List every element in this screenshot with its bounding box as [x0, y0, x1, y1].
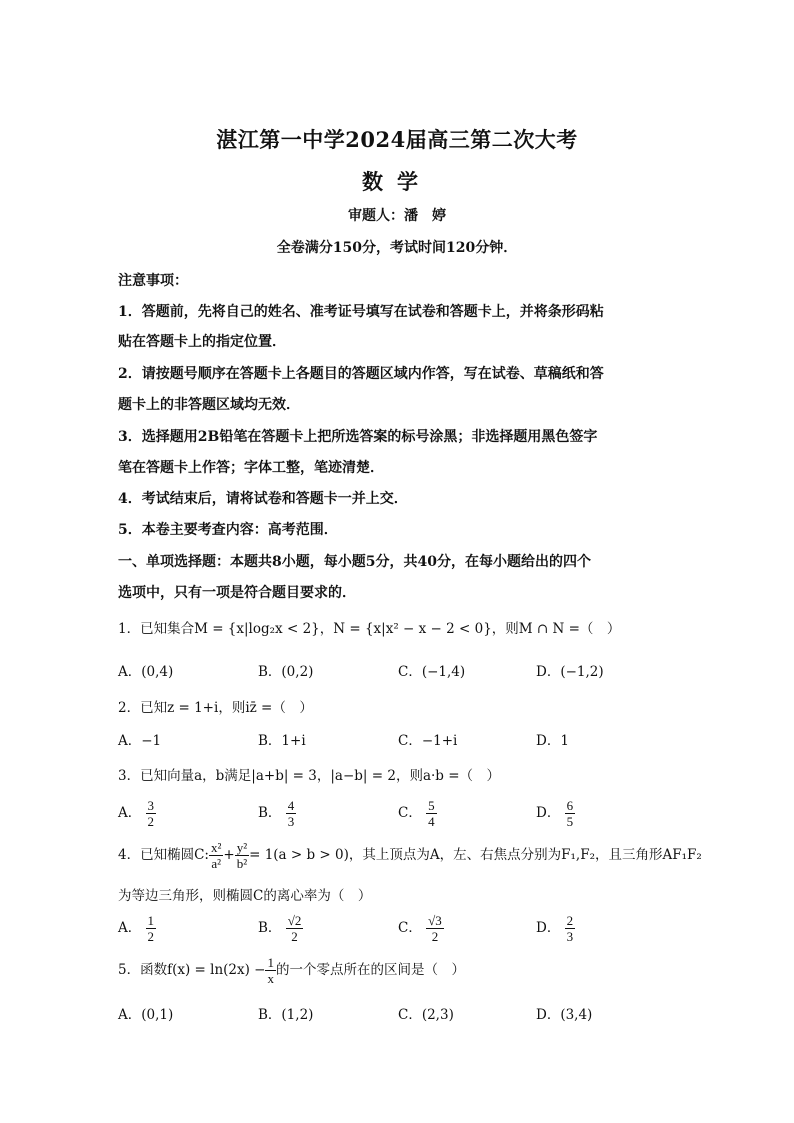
numerator: 2: [566, 913, 574, 928]
numerator: 1: [267, 955, 274, 970]
numerator: 1: [147, 913, 155, 928]
note-line: 题卡上的非答题区域均无效．: [118, 397, 300, 413]
fraction: [565, 798, 576, 829]
q2-option-b: B．1+i: [258, 733, 306, 749]
question-4-stem-line2: 为等边三角形，则椭圆C的离心率为（ ）: [118, 888, 372, 904]
subject-title: 数学: [362, 169, 432, 194]
numerator: 6: [566, 798, 574, 813]
q5-option-c: C．(2,3): [398, 1007, 454, 1023]
q4-stem-rest: = 1(a > b > 0)，其上顶点为A，左、右焦点分别为F₁,F₂，且三角形AF₁F₂: [249, 847, 702, 863]
notes-heading: 注意事项：: [118, 273, 188, 289]
denominator: x: [267, 971, 274, 986]
numerator: y²: [236, 840, 248, 855]
q3-option-c: [398, 798, 437, 829]
q2-option-c: C．−1+i: [398, 733, 458, 749]
note-line: 5．本卷主要考查内容：高考范围．: [118, 522, 338, 538]
denominator: 5: [566, 814, 574, 829]
note-line: 笔在答题卡上作答；字体工整，笔迹清楚．: [118, 460, 384, 476]
denominator: 4: [428, 814, 435, 829]
q5-option-a: A．(0,1): [118, 1007, 174, 1023]
section-heading-line1: 一、单项选择题：本题共8小题，每小题5分，共40分，在每小题给出的四个: [118, 554, 591, 570]
option-label: D．: [536, 920, 561, 936]
q5-option-d: D．(3,4): [536, 1007, 593, 1023]
fraction: [565, 913, 576, 944]
fraction: [265, 955, 276, 986]
option-label: C．: [398, 920, 422, 936]
option-label: B．: [258, 920, 282, 936]
q2-option-d: D．1: [536, 733, 569, 749]
fraction: [209, 840, 223, 871]
question-5-stem: [118, 955, 465, 986]
q3-option-a: [118, 798, 156, 829]
option-label: C．: [398, 805, 422, 821]
fraction: [426, 798, 437, 829]
q4-stem-start: 4．已知椭圆C:: [118, 847, 209, 863]
numerator: x²: [210, 840, 222, 855]
q3-option-d: [536, 798, 575, 829]
denominator: 2: [431, 929, 439, 944]
note-line: 4．考试结束后，请将试卷和答题卡一并上交．: [118, 491, 408, 507]
q4-option-c: [398, 913, 444, 944]
denominator: 2: [147, 929, 155, 944]
note-line: 1．答题前，先将自己的姓名、准考证号填写在试卷和答题卡上，并将条形码粘: [118, 304, 604, 320]
question-1-stem: 1．已知集合M = {x|log₂x < 2}，N = {x|x² − x − 2 < 0}，则M ∩ N =（ ）: [118, 621, 621, 637]
denominator: 2: [291, 929, 298, 944]
q1-option-a: A．(0,4): [118, 664, 174, 680]
option-label: A．: [118, 805, 142, 821]
q2-option-a: A．−1: [118, 733, 162, 749]
question-2-stem: 2．已知z = 1+i，则iz̄ =（ ）: [118, 700, 313, 716]
plus-sign: +: [223, 847, 235, 863]
fraction: [286, 798, 297, 829]
q3-option-b: [258, 798, 296, 829]
numerator: √3: [428, 913, 442, 928]
denominator: a²: [211, 856, 221, 871]
q1-option-d: D．(−1,2): [536, 664, 604, 680]
fraction: [235, 840, 249, 871]
fraction: [146, 913, 157, 944]
q5-option-b: B．(1,2): [258, 1007, 314, 1023]
numerator: 4: [287, 798, 295, 813]
note-line: 3．选择题用2B铅笔在答题卡上把所选答案的标号涂黑；非选择题用黑色签字: [118, 429, 598, 445]
q4-option-d: [536, 913, 575, 944]
question-4-stem-line1: [118, 840, 702, 871]
note-line: 2．请按题号顺序在答题卡上各题目的答题区域内作答，写在试卷、草稿纸和答: [118, 366, 604, 382]
denominator: 2: [147, 814, 155, 829]
fraction: [426, 913, 444, 944]
note-line: 贴在答题卡上的指定位置．: [118, 334, 286, 350]
q1-option-b: B．(0,2): [258, 664, 314, 680]
q4-option-b: [258, 913, 303, 944]
option-label: D．: [536, 805, 561, 821]
option-label: A．: [118, 920, 142, 936]
exam-title: 湛江第一中学2024届高三第二次大考: [216, 127, 578, 152]
q5-stem-start: 5．函数f(x) = ln(2x) −: [118, 962, 266, 978]
q5-stem-rest: 的一个零点所在的区间是（ ）: [275, 962, 465, 978]
numerator: √2: [287, 913, 302, 928]
section-heading-line2: 选项中，只有一项是符合题目要求的．: [118, 585, 356, 601]
denominator: 3: [287, 814, 295, 829]
q4-option-a: [118, 913, 156, 944]
reviewer-line: 审题人：潘 婷: [348, 208, 446, 224]
numerator: 3: [147, 798, 155, 813]
q1-option-c: C．(−1,4): [398, 664, 466, 680]
fraction: [146, 798, 157, 829]
denominator: 3: [566, 929, 574, 944]
fraction: [286, 913, 304, 944]
question-3-stem: 3．已知向量a，b满足|a+b| = 3，|a−b| = 2，则a·b =（ ）: [118, 768, 501, 784]
denominator: b²: [236, 856, 248, 871]
exam-info: 全卷满分150分，考试时间120分钟．: [276, 240, 518, 256]
numerator: 5: [428, 798, 435, 813]
option-label: B．: [258, 805, 282, 821]
